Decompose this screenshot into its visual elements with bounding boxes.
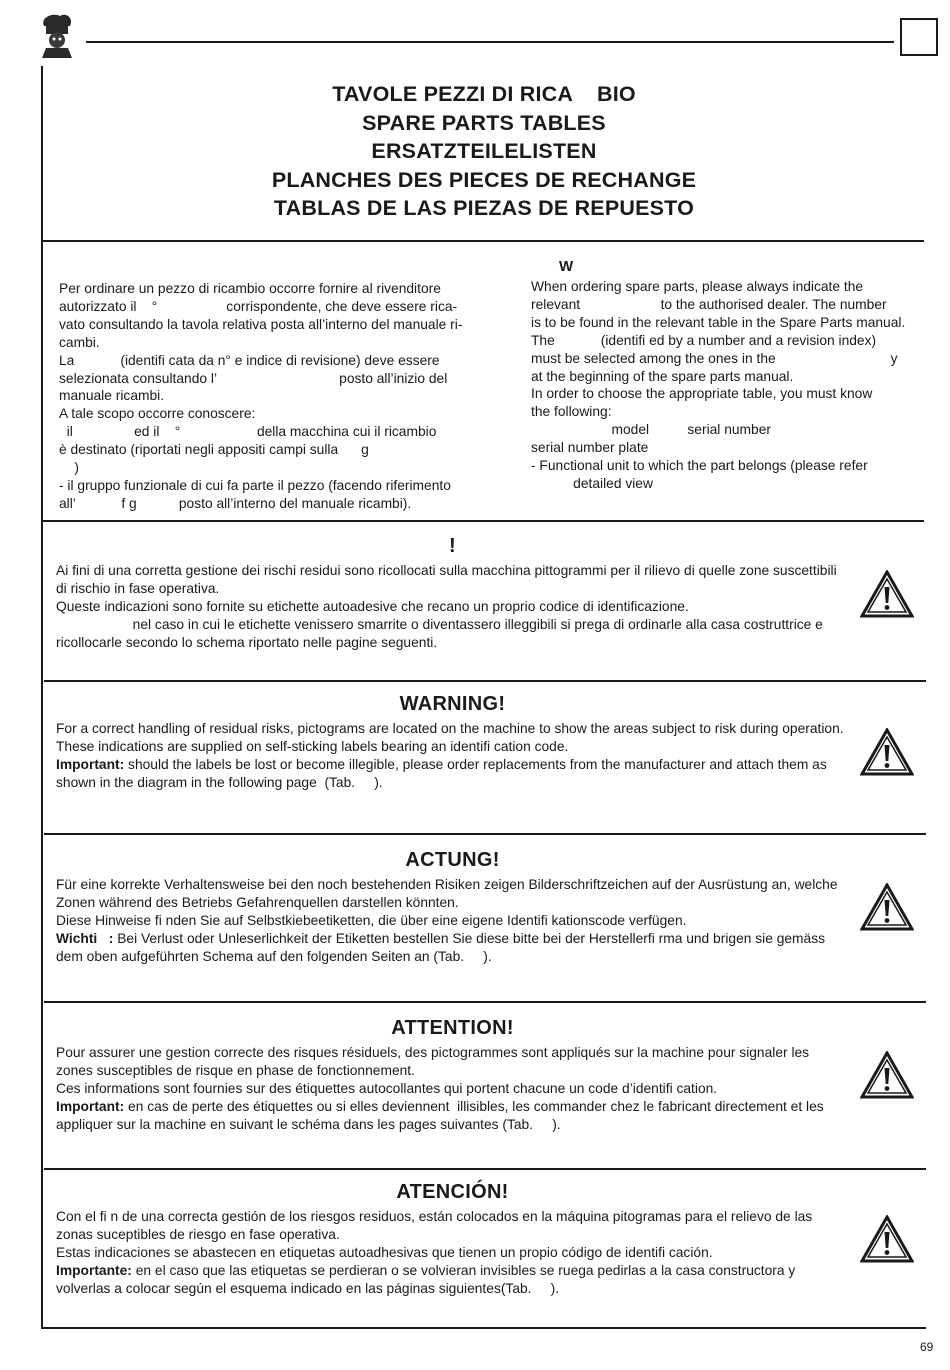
warning-text: These indications are supplied on self-sticking labels bearing an identifi cation code.: [56, 738, 569, 754]
text-line: When ordering spare parts, please always indicate the: [531, 279, 864, 294]
warning-emphasis: Wichti :: [56, 930, 114, 946]
warning-paragraph: [56, 912, 849, 930]
text-line: model serial number: [531, 422, 771, 438]
text-line: is to be found in the relevant table in the Spare Parts manual.: [531, 314, 906, 330]
section-divider: [41, 520, 924, 522]
chef-mascot-logo-icon: [38, 12, 78, 58]
text-line: serial number plate: [531, 440, 649, 456]
ordering-english: [531, 258, 911, 493]
text-line: vato consultando la tavola relativa posta all’interno del manuale ri-: [59, 316, 463, 332]
warning-text: Ces informations sont fournies sur des étiquettes autocollantes qui portent chacune un code d’identifi cation.: [56, 1080, 718, 1096]
warning-paragraph: [56, 562, 849, 598]
frame-bottom-border: [41, 1327, 926, 1329]
warning-section-english: [56, 692, 849, 792]
warning-triangle-icon: [860, 1051, 914, 1099]
text-line: must be selected among the ones in the y: [531, 350, 898, 366]
warning-paragraph: [56, 1098, 849, 1134]
warning-paragraph: [56, 616, 849, 652]
warning-text: Bei Verlust oder Unleserlichkeit der Etiketten bestellen Sie diese bitte bei der Herstellerfi rma und brigen sie gemäss dem oben aufgeführten Schema auf den folgenden Seiten an (Tab. ).: [56, 930, 829, 964]
warning-text: en el caso que las etiquetas se perdieran o se volvieran invisibles se ruega pedirlas a la casa constructora y volverlas a colocar según el esquema indicado en las páginas siguientes(Tab. ).: [56, 1262, 800, 1296]
warning-section-french: [56, 1016, 849, 1134]
title-spanish: TABLAS DE LAS PIEZAS DE REPUESTO: [273, 196, 695, 220]
warning-emphasis: Importante:: [56, 1262, 132, 1278]
section-divider: [44, 1168, 926, 1170]
text-line: cambi.: [59, 334, 100, 350]
text-line: Per ordinare un pezzo di ricambio occorre fornire al rivenditore: [59, 281, 441, 296]
warning-emphasis: Important:: [56, 756, 125, 772]
title-german: ERSATZTEILELISTEN: [371, 139, 597, 163]
text-line: ): [59, 460, 79, 476]
text-line: the following:: [531, 404, 612, 420]
ordering-italian: [59, 280, 492, 513]
warning-title: ACTUNG!: [405, 849, 500, 871]
section-divider: [44, 680, 926, 682]
text-line: A tale scopo occorre conoscere:: [59, 406, 256, 422]
title-block: [44, 80, 924, 223]
page-number: 69: [920, 1340, 934, 1354]
text-line: at the beginning of the spare parts manual.: [531, 368, 794, 384]
text-line: relevant to the authorised dealer. The number: [531, 296, 887, 312]
warning-section-italian: [56, 534, 849, 652]
warning-triangle-icon: [860, 1215, 914, 1263]
warning-title: ATENCIÓN!: [396, 1181, 509, 1203]
text-line: selezionata consultando l’ posto all’inizio del: [59, 370, 448, 386]
section-divider: [44, 833, 926, 835]
text-line: il ed il ° della macchina cui il ricambio: [59, 424, 437, 440]
text-line: detailed view: [531, 475, 653, 491]
warning-emphasis: Important:: [56, 1098, 125, 1114]
warning-text: Diese Hinweise fi nden Sie auf Selbstkiebeetiketten, die über eine eigene Identifi kationscode verfügen.: [56, 912, 687, 928]
warning-paragraph: [56, 1244, 849, 1262]
warning-title: !: [449, 535, 456, 557]
warning-text: Queste indicazioni sono fornite su etichette autoadesive che recano un proprio codice di identificazione.: [56, 598, 689, 614]
warning-text: Pour assurer une gestion correcte des risques résiduels, des pictogrammes sont appliqués sur la machine pour signaler les zones susceptibles de risque en phase de fonctionnement.: [56, 1045, 813, 1078]
text-line: La (identifi cata da n° e indice di revisione) deve essere: [59, 352, 440, 368]
title-english: SPARE PARTS TABLES: [362, 110, 606, 135]
warning-paragraph: [56, 738, 849, 756]
warning-text: Estas indicaciones se abastecen en etiquetas autoadhesivas que tienen un propio código de identifi cación.: [56, 1244, 713, 1260]
text-line: manuale ricambi.: [59, 388, 165, 404]
warning-section-german: [56, 848, 849, 966]
warning-section-spanish: [56, 1180, 849, 1298]
text-line: autorizzato il ° corrispondente, che deve essere rica-: [59, 298, 458, 314]
warning-text: should the labels be lost or become illegible, please order replacements from the manufacturer and attach them as shown in the diagram in the following page (Tab. ).: [56, 756, 831, 790]
warning-paragraph: [56, 1044, 849, 1080]
warning-paragraph: [56, 930, 849, 966]
text-line: - il gruppo funzionale di cui fa parte il pezzo (facendo riferimento: [59, 477, 451, 493]
title-italian: TAVOLE PEZZI DI RICA BIO: [332, 82, 636, 106]
warning-paragraph: [56, 756, 849, 792]
text-line: è destinato (riportati negli appositi campi sulla g: [59, 442, 369, 458]
warning-paragraph: [56, 1080, 849, 1098]
warning-text: Con el fi n de una correcta gestión de los riesgos residuos, están colocados en la máquina pitogramas para el relievo de las zonas suceptibles de riesgo en fase operativa.: [56, 1209, 817, 1242]
frame-left-border: [41, 66, 43, 1328]
warning-paragraph: [56, 1208, 849, 1244]
page-box: [900, 18, 938, 56]
title-french: PLANCHES DES PIECES DE RECHANGE: [271, 167, 697, 192]
section-divider: [44, 1001, 926, 1003]
warning-text: For a correct handling of residual risks, pictograms are located on the machine to show the areas subject to risk during operation.: [56, 721, 844, 736]
warning-title: WARNING!: [399, 693, 506, 715]
warning-paragraph: [56, 1262, 849, 1298]
header-rule: [86, 41, 894, 43]
warning-paragraph: [56, 720, 849, 738]
ordering-english-heading: W: [559, 258, 574, 275]
warning-triangle-icon: [860, 570, 914, 618]
text-line: In order to choose the appropriate table, you must know: [531, 386, 873, 402]
warning-text: Ai fini di una corretta gestione dei rischi residui sono ricollocati sulla macchina pittogrammi per il rilievo di quelle zone suscettibili di rischio in fase operativa.: [56, 563, 841, 596]
text-line: - Functional unit to which the part belongs (please refer: [531, 458, 868, 474]
warning-triangle-icon: [860, 883, 914, 931]
text-line: all’ f g posto all’interno del manuale ricambi).: [59, 495, 412, 511]
warning-text: nel caso in cui le etichette venissero smarrite o diventassero illeggibili si prega di ordinarle alla casa costruttrice e ricollocarle secondo lo schema riportato nelle pagine seguenti.: [56, 616, 827, 650]
warning-text: Für eine korrekte Verhaltensweise bei den noch bestehenden Risiken zeigen Bilderschriftzeichen auf der Ausrüstung an, welche Zonen während des Betriebs Gefahrenquellen darstellen könnten.: [56, 877, 842, 910]
warning-triangle-icon: [860, 728, 914, 776]
warning-paragraph: [56, 598, 849, 616]
text-line: The (identifi ed by a number and a revision index): [531, 332, 877, 348]
warning-title: ATTENTION!: [391, 1017, 514, 1039]
section-divider: [41, 240, 924, 242]
warning-paragraph: [56, 876, 849, 912]
warning-text: en cas de perte des étiquettes ou si elles deviennent illisibles, les commander chez le fabricant directement et les appliquer sur la machine en suivant le schéma dans les pages suivantes (Tab. ).: [56, 1098, 828, 1132]
